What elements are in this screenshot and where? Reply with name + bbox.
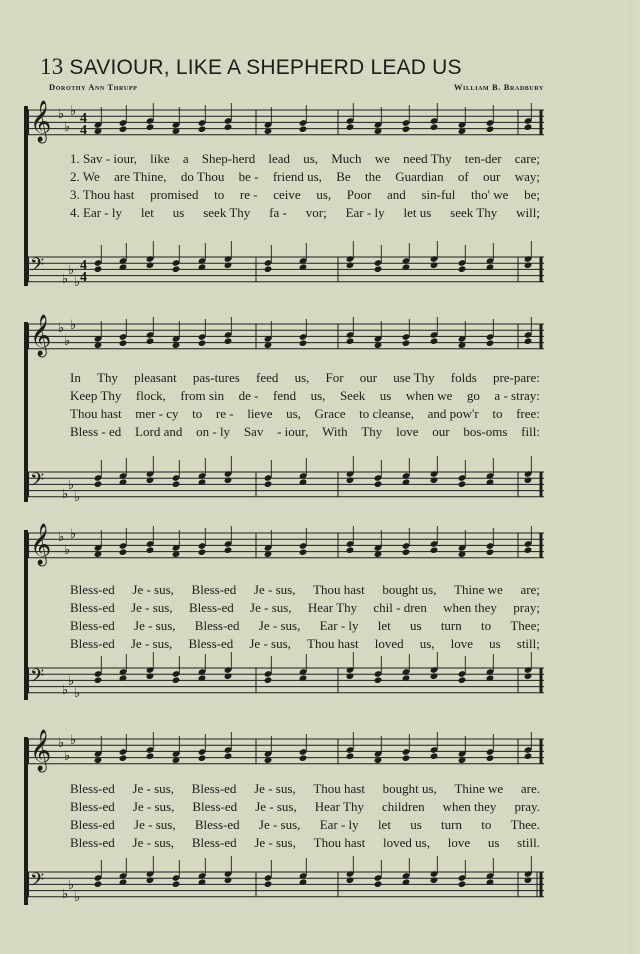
hymn-number: 13	[40, 54, 64, 79]
lyric-word: Thine we	[454, 582, 503, 597]
svg-text:♭: ♭	[58, 107, 65, 122]
lyric-verse-1	[24, 780, 540, 798]
bass-clef-icon: 𝄢	[30, 666, 45, 691]
lyric-verse-2	[24, 798, 540, 816]
svg-text:♭: ♭	[58, 736, 65, 751]
treble-staff	[28, 524, 544, 565]
lyric-word: Thou hast	[70, 406, 122, 421]
lyric-word: loved	[374, 636, 404, 651]
lyric-word: be -	[238, 169, 259, 184]
svg-text:♭: ♭	[64, 749, 71, 764]
lyric-word: Thy	[97, 370, 118, 385]
lyric-word: seek Thy	[450, 205, 498, 220]
bass-staff-notation	[28, 872, 544, 932]
lyric-word: Bless-ed	[194, 817, 240, 832]
svg-text:♭: ♭	[70, 104, 77, 119]
lyric-word: Sav	[243, 424, 264, 439]
lyric-word: Je - sus,	[131, 600, 173, 615]
lyric-word: our	[359, 370, 378, 385]
lyrics-block	[24, 780, 544, 852]
lyric-word: let	[140, 205, 154, 220]
lyric-verse-3	[24, 405, 540, 423]
lyric-word: ten-der	[464, 151, 502, 166]
lyric-word: 3. Thou hast	[70, 187, 135, 202]
lyric-word: flock,	[135, 388, 166, 403]
lyric-word: Bless-ed	[192, 799, 238, 814]
lyric-verse-1	[24, 581, 540, 599]
lyric-word: love	[450, 636, 474, 651]
svg-text:♭: ♭	[70, 527, 77, 542]
lyric-word: the	[365, 169, 381, 184]
lyric-word: to	[214, 187, 225, 202]
lyric-word: Thee;	[510, 618, 540, 633]
lyric-word: Bless-ed	[194, 618, 240, 633]
lyric-word: Hear Thy	[314, 799, 364, 814]
lyric-word: and	[387, 187, 406, 202]
lyric-word: on - ly	[196, 424, 231, 439]
bass-staff-notation	[28, 668, 544, 728]
lyric-word: de -	[238, 388, 259, 403]
svg-text:4: 4	[80, 123, 87, 138]
lyric-word: feed	[256, 370, 279, 385]
svg-text:4: 4	[80, 270, 87, 285]
lyric-word: mer - cy	[135, 406, 179, 421]
treble-staff	[28, 315, 544, 356]
lyric-word: us,	[286, 406, 301, 421]
bass-clef-icon: 𝄢	[30, 255, 45, 280]
lyric-word: Bless-ed	[70, 600, 115, 615]
lyric-verse-4	[24, 423, 540, 441]
lyric-word: Bless-ed	[70, 582, 115, 597]
lyric-word: Hear Thy	[307, 600, 358, 615]
lyric-word: to	[481, 618, 492, 633]
lyric-verse-2	[24, 387, 540, 405]
lyric-word: lieve	[247, 406, 273, 421]
lyric-word: Ear - ly	[345, 205, 385, 220]
lyric-word: bought us,	[382, 781, 437, 796]
lyric-word: Poor	[346, 187, 372, 202]
lyric-word: bought us,	[382, 582, 437, 597]
lyric-word: and pow'r	[427, 406, 479, 421]
lyric-word: children	[382, 799, 425, 814]
lyric-word: vor;	[305, 205, 327, 220]
lyric-word: Je - sus,	[258, 618, 301, 633]
lyric-word: Much	[331, 151, 362, 166]
lyric-word: ceive	[273, 187, 301, 202]
lyric-word: let	[377, 817, 391, 832]
lyric-word: Bless-ed	[191, 582, 237, 597]
bass-staff	[28, 666, 544, 701]
lyric-word: Je - sus,	[132, 835, 175, 850]
lyric-word: us	[489, 636, 501, 651]
bass-staff	[28, 255, 544, 290]
bass-staff-notation	[28, 257, 544, 317]
lyric-word: free:	[516, 406, 540, 421]
lyric-word: Thou hast	[307, 636, 359, 651]
lyric-word: seek Thy	[203, 205, 251, 220]
lyrics-block	[24, 581, 544, 653]
svg-text:♭: ♭	[64, 120, 71, 135]
lyric-word: love	[396, 424, 419, 439]
lyric-verse-4	[24, 635, 540, 653]
lyric-word: friend us,	[272, 169, 322, 184]
lyric-word: Thou hast	[313, 835, 366, 850]
lyric-word: Bless-ed	[191, 835, 237, 850]
svg-text:4: 4	[80, 258, 87, 273]
lyric-word: Bless-ed	[191, 781, 237, 796]
lyric-word: to	[192, 406, 203, 421]
lyric-word: 1. Sav - iour,	[70, 151, 137, 166]
lyric-word: Guardian	[395, 169, 444, 184]
lyric-word: Bless-ed	[70, 618, 115, 633]
lyric-word: fend	[272, 388, 297, 403]
lyric-word: use Thy	[393, 370, 435, 385]
lyric-verse-4	[24, 204, 540, 222]
hymn-title	[40, 54, 462, 80]
lyric-word: Je - sus,	[130, 636, 173, 651]
lyric-word: love	[447, 835, 471, 850]
lyric-word: Je - sus,	[250, 600, 292, 615]
lyric-word: Bless-ed	[70, 781, 115, 796]
treble-clef-icon: 𝄞	[30, 730, 52, 771]
lyric-word: are Thine,	[114, 169, 167, 184]
lyric-word: Thou hast	[313, 582, 365, 597]
bass-clef-icon: 𝄢	[30, 470, 45, 495]
lyric-word: Je - sus,	[132, 799, 175, 814]
lyric-word: go	[466, 388, 480, 403]
lyric-word: Bless-ed	[70, 817, 115, 832]
lyric-word: to	[481, 817, 492, 832]
svg-text:♭: ♭	[68, 878, 75, 893]
lyric-word: Je - sus,	[255, 799, 297, 814]
svg-text:♭: ♭	[68, 263, 75, 278]
lyric-word: Bless-ed	[188, 636, 234, 651]
svg-text:♭: ♭	[74, 490, 81, 505]
treble-staff	[28, 101, 544, 142]
lyric-word: our	[483, 169, 501, 184]
lyric-word: turn	[440, 618, 462, 633]
lyric-word: care;	[514, 151, 540, 166]
lyric-word: a	[182, 151, 189, 166]
lyric-word: pray.	[514, 799, 540, 814]
svg-text:♭: ♭	[74, 275, 81, 290]
lyric-word: Bless - ed	[70, 424, 122, 439]
lyric-word: us	[410, 618, 422, 633]
lyric-word: us	[487, 835, 500, 850]
svg-text:♭: ♭	[64, 543, 71, 558]
words-credit: Dorothy Ann Thrupp	[49, 82, 138, 92]
treble-clef-icon: 𝄞	[30, 315, 52, 356]
lyric-word: Bless-ed	[188, 600, 234, 615]
bass-staff-notation	[28, 472, 544, 532]
lyric-word: Bless-ed	[70, 835, 115, 850]
lyric-word: fa -	[269, 205, 287, 220]
lyric-word: when they	[442, 799, 497, 814]
lyric-word: Thy	[361, 424, 383, 439]
lyric-word: re -	[215, 406, 234, 421]
svg-text:♭: ♭	[64, 334, 71, 349]
hymn-title-text: SAVIOUR, LIKE A SHEPHERD LEAD US	[69, 56, 462, 79]
lyric-word: when we	[405, 388, 453, 403]
lyric-verse-2	[24, 599, 540, 617]
lyric-word: bos-oms	[463, 424, 508, 439]
lyric-word: Bless-ed	[70, 636, 115, 651]
lyric-word: With	[322, 424, 348, 439]
lyric-word: Je - sus,	[132, 582, 174, 597]
bass-staff	[28, 870, 544, 905]
lyric-word: us,	[294, 370, 310, 385]
lyric-word: will;	[516, 205, 540, 220]
lyric-word: Shep-herd	[201, 151, 256, 166]
lyric-word: do Thou	[180, 169, 225, 184]
lyric-verse-3	[24, 186, 540, 204]
svg-text:♭: ♭	[74, 686, 81, 701]
lyric-word: tho' we	[471, 187, 509, 202]
lyric-word: Be	[336, 169, 351, 184]
lyric-word: us,	[316, 187, 332, 202]
lyric-word: Thee.	[510, 817, 540, 832]
lyric-word: turn	[441, 817, 462, 832]
music-credit: William B. Bradbury	[453, 82, 544, 92]
lyric-word: chil - dren	[373, 600, 427, 615]
lyric-verse-3	[24, 617, 540, 635]
lyric-word: Lord and	[135, 424, 183, 439]
lyric-word: us,	[419, 636, 435, 651]
treble-clef-icon: 𝄞	[30, 101, 52, 142]
svg-text:♭: ♭	[68, 674, 75, 689]
svg-text:♭: ♭	[70, 733, 77, 748]
svg-text:♭: ♭	[62, 683, 69, 698]
lyric-word: when they	[443, 600, 497, 615]
lyric-word: folds	[450, 370, 477, 385]
lyric-word: are.	[520, 781, 540, 796]
lyric-word: from sin	[180, 388, 225, 403]
svg-text:♭: ♭	[58, 321, 65, 336]
bass-clef-icon: 𝄢	[30, 870, 45, 895]
lyric-word: let us	[403, 205, 432, 220]
lyric-verse-2	[24, 168, 540, 186]
lyric-word: Ear - ly	[319, 618, 359, 633]
lyric-word: Je - sus,	[132, 781, 174, 796]
lyric-word: Grace	[314, 406, 346, 421]
lyric-word: Thine we	[454, 781, 504, 796]
lyric-verse-1	[24, 150, 540, 168]
lyric-word: - iour,	[277, 424, 309, 439]
lyric-word: Je - sus,	[249, 636, 291, 651]
lyric-word: Je - sus,	[134, 817, 176, 832]
lyric-word: Je - sus,	[134, 618, 176, 633]
lyric-word: 2. We	[70, 169, 100, 184]
lyric-word: still;	[516, 636, 540, 651]
svg-text:♭: ♭	[70, 318, 77, 333]
lyric-word: us,	[303, 151, 319, 166]
lyrics-block	[24, 369, 544, 441]
lyric-word: us	[410, 817, 422, 832]
lyric-word: of	[457, 169, 469, 184]
lyric-word: loved us,	[383, 835, 430, 850]
lyric-word: Je - sus,	[254, 781, 296, 796]
lyrics-block	[24, 150, 544, 222]
lyric-verse-4	[24, 834, 540, 852]
svg-text:♭: ♭	[58, 530, 65, 545]
svg-text:♭: ♭	[74, 890, 81, 905]
lyric-word: us	[379, 388, 392, 403]
lyric-word: us,	[310, 388, 326, 403]
lyric-verse-1	[24, 369, 540, 387]
lyric-word: Je - sus,	[258, 817, 301, 832]
treble-clef-icon: 𝄞	[30, 524, 52, 565]
lyric-word: pas-tures	[192, 370, 240, 385]
lyric-word: like	[150, 151, 170, 166]
lyric-word: need Thy	[403, 151, 452, 166]
lyric-word: to cleanse,	[359, 406, 415, 421]
lyric-word: promised	[150, 187, 199, 202]
lyric-word: lead	[268, 151, 291, 166]
lyric-word: Je - sus,	[253, 582, 296, 597]
lyric-word: pleasant	[134, 370, 177, 385]
treble-staff	[28, 730, 544, 771]
lyric-word: us	[172, 205, 185, 220]
lyric-word: Ear - ly	[319, 817, 359, 832]
lyric-word: are;	[520, 582, 540, 597]
page-edge	[630, 0, 640, 954]
lyric-word: still.	[517, 835, 540, 850]
lyric-word: Bless-ed	[70, 799, 115, 814]
svg-text:♭: ♭	[62, 272, 69, 287]
svg-text:4: 4	[80, 111, 87, 126]
svg-text:♭: ♭	[62, 887, 69, 902]
lyric-word: pre-pare:	[492, 370, 540, 385]
lyric-word: a - stray:	[494, 388, 540, 403]
lyric-word: Thou hast	[313, 781, 365, 796]
svg-text:♭: ♭	[68, 478, 75, 493]
lyric-word: pray;	[513, 600, 540, 615]
svg-text:♭: ♭	[62, 487, 69, 502]
lyric-word: sin-ful	[421, 187, 456, 202]
lyric-word: our	[432, 424, 450, 439]
bass-staff	[28, 470, 544, 505]
lyric-word: to	[492, 406, 503, 421]
lyric-word: way;	[514, 169, 540, 184]
lyric-word: For	[325, 370, 344, 385]
lyric-word: be;	[524, 187, 540, 202]
lyric-word: Je - sus,	[254, 835, 296, 850]
lyric-word: fill:	[521, 424, 540, 439]
lyric-word: 4. Ear - ly	[70, 205, 122, 220]
lyric-word: In	[70, 370, 81, 385]
lyric-word: Seek	[339, 388, 366, 403]
lyric-word: re -	[239, 187, 258, 202]
lyric-word: we	[374, 151, 390, 166]
lyric-word: let	[377, 618, 391, 633]
lyric-verse-3	[24, 816, 540, 834]
lyric-word: Keep Thy	[70, 388, 122, 403]
